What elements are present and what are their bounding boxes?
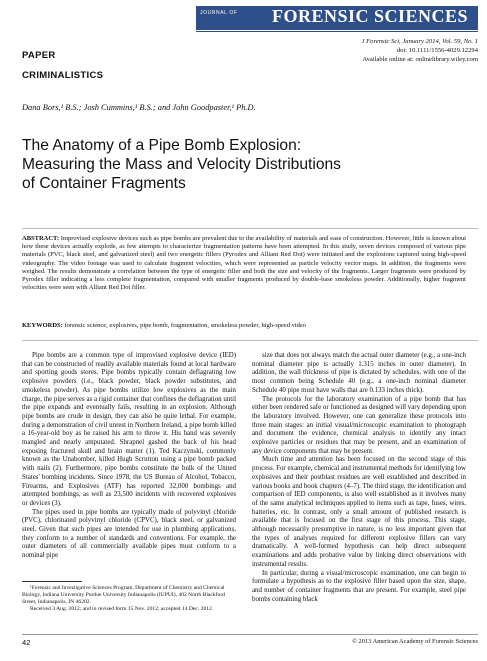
footnote-rule (22, 581, 82, 582)
body-paragraph: size that does not always match the actual outer diameter (e.g., a one-inch nominal diameter pipe is actually 1.315 inches in outer diameter). In addition, the wall thickness of pipe is dictated by schedules, with one of the most common being Schedule 40 (e.g., a one-inch nominal diameter Schedule 40 pipe must have walls that are 0.133 inches thick). (252, 352, 466, 394)
body-column-left (22, 352, 236, 561)
abstract-top-rule (22, 228, 478, 229)
author-list: Dana Bors,¹ B.S.; Josh Cummins,¹ B.S.; and John Goodpaster,¹ Ph.D. (22, 103, 256, 112)
citation-availability: Available online at: onlinelibrary.wiley.com (362, 56, 478, 63)
keywords-bottom-rule (22, 340, 478, 341)
abstract-text: Improvised explosive devices such as pipe bombs are prevalent due to the availability of materials and ease of construction. However, little is known about how these devices actually explode, as few attempts to characterize fragmentation patterns have been attempted. In this study, seven devices composed of various pipe materials (PVC, black steel, and galvanized steel) and two energetic fillers (Pyrodex and Alliant Red Dot) were initiated and the explosions captured using high-speed videography. The video footage was used to calculate fragment velocities, which were represented as particle velocity vector maps. In addition, the fragments were weighed. The results demonstrate a correlation between the type of energetic filler and both the size and velocity of the fragments. Larger fragments were produced by Pyrodex filler indicating a less complete fragmentation, compared with smaller fragments produced by double-base smokeless powder. Additionally, higher fragment velocities were seen with Alliant Red Dot filler. (22, 235, 467, 292)
title-line: The Anatomy of a Pipe Bomb Explosion: (22, 137, 302, 154)
body-paragraph: The protocols for the laboratory examination of a pipe bomb that has either been rendered safe or functioned as designed will vary depending upon the laboratory involved. However, one can generalize these protocols into three main stages: an initial visual/microscopic examination to photograph and document the evidence, chemical analysis to identify any intact explosive particles or residues that may be present, and an examination of any device components that may be present. (252, 395, 466, 455)
keywords (22, 322, 466, 330)
subsection-label: CRIMINALISTICS (22, 70, 104, 81)
section-label: PAPER (22, 50, 56, 61)
affiliation-footnote: ¹Forensic and Investigative Sciences Program, Department of Chemistry and Chemical Biology, Indiana University Purdue University Indianapolis (IUPUI), 402 North Blackford Street, Indianapolis, IN 46202. (22, 585, 225, 605)
citation-block (280, 37, 478, 64)
citation-line: J Forensic Sci, January 2014, Vol. 59, No. 1 (361, 38, 478, 45)
abstract-label: ABSTRACT: (22, 235, 60, 242)
copyright-notice: © 2013 American Academy of Forensic Sciences (352, 638, 478, 645)
body-column-right (252, 352, 466, 604)
abstract (22, 235, 466, 292)
body-paragraph: Pipe bombs are a common type of improvised explosive device (IED) that can be constructed of readily available materials found at local hardware and sporting goods stores. Pipe bombs typically contain deflagrating low explosive powders (i.e., black powder, black powder substitutes, and smokeless powder). As pipe bombs utilize low explosives as the main charge, the pipe serves as a rigid container that confines the deflagration until the pipe expands and eventually fails, resulting in an explosion. Although pipe bombs are crude in design, they can also be quite lethal. For example, during a demonstration of civil unrest in Northern Ireland, a pipe bomb killed a 16-year-old boy as he raised his arm to throw it. His hand was severely mangled and nearly amputated. Shrapnel gashed the back of his head exposing fractured skull and brain matter (1). Ted Kaczynski, commonly known as the Unabomber, killed Hugh Scrutton using a pipe bomb packed with nails (2). Furthermore, pipe bombs constitute the bulk of the United States' bombing incidents. Since 1978, the US Bureau of Alcohol, Tobacco, Firearms, and Explosives (ATF) has reported 32,000 bombings and attempted bombings, as well as 23,500 incidents with recovered explosives or devices (3). (22, 352, 236, 507)
footer-rule (22, 634, 478, 635)
title-line: Measuring the Mass and Velocity Distributions (22, 156, 341, 173)
keywords-text: forensic science, explosives, pipe bomb, fragmentation, smokeless powder, high-speed video (64, 322, 307, 329)
page-number: 42 (22, 638, 31, 647)
received-footnote: Received 3 Aug. 2012; and in revised form 15 Nov. 2012; accepted 14 Dec. 2012. (30, 606, 214, 612)
body-paragraph: Much time and attention has been focused on the second stage of this process. For example, chemical and instrumental methods for identifying low explosives and their postblast residues are well established and described in various books and book chapters (4–7). The third stage, the identification and comparison of IED components, is also well established as it involves many of the same analytical techniques applied to items such as tape, fuses, wires, batteries, etc. In contrast, only a small amount of published research is available that is focused on the first stage of this process. This stage, although necessarily presumptive in nature, is no less important given that the types of analyses required for different explosive fillers can vary dramatically. A well-formed hypothesis can help direct subsequent examinations and adds probative value by linking direct observations with instrumental results. (252, 456, 466, 568)
article-title (22, 136, 462, 193)
body-paragraph: In particular, during a visual/microscopic examination, one can begin to formulate a hypothesis as to the explosive filler based upon the size, shape, and number of container fragments that are present. For example, steel pipe bombs containing black (252, 569, 466, 603)
keywords-label: KEYWORDS: (22, 322, 63, 329)
title-line: of Container Fragments (22, 175, 186, 192)
body-paragraph: The pipes used in pipe bombs are typically made of polyvinyl chloride (PVC), chlorinated polyvinyl chloride (CPVC), black steel, or galvanized steel. Given that such pipes are intended for use in plumbing applications, they conform to a number of standards and conventions. For example, the outer diameters of all commercially available pipes must conform to a nominal pipe (22, 508, 236, 560)
footnotes (22, 585, 236, 613)
journal-banner-name: FORENSIC SCIENCES (272, 6, 469, 26)
journal-banner-prefix: JOURNAL OF (200, 10, 238, 16)
banner-rule (196, 31, 478, 32)
citation-doi: doi: 10.1111/1556-4029.12294 (396, 47, 478, 54)
